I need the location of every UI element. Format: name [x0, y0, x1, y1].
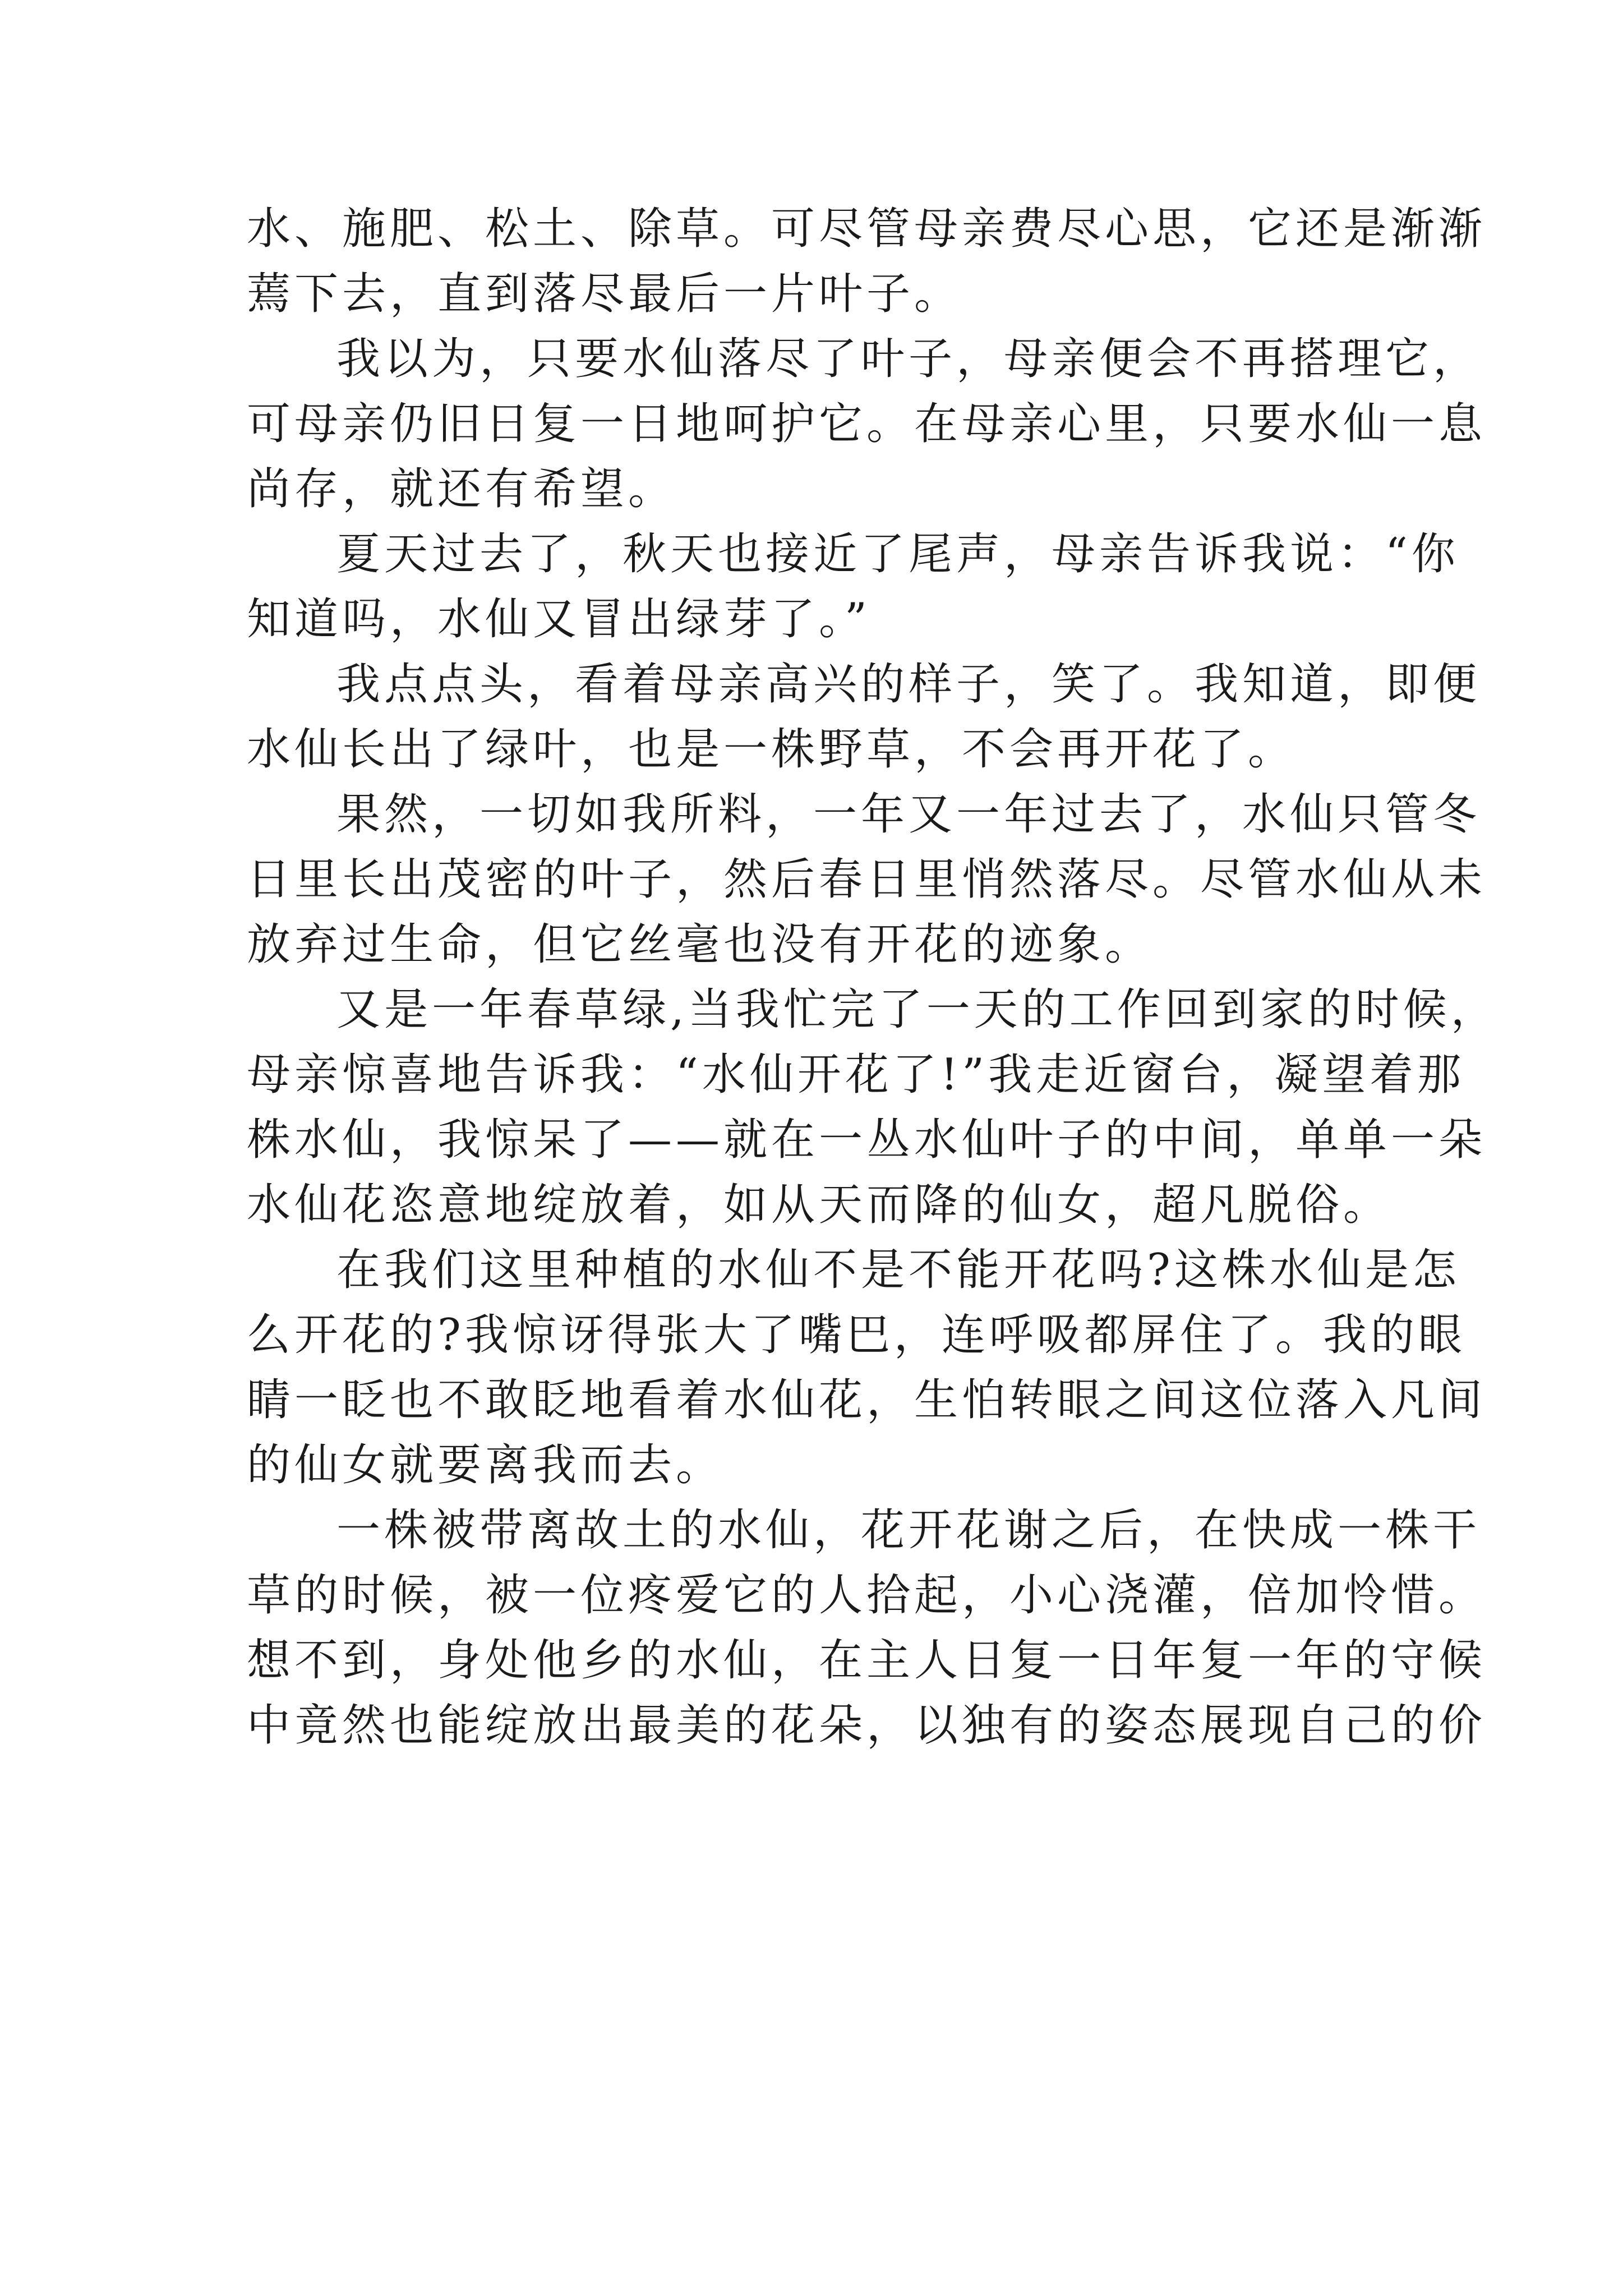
- text-line: 母亲惊喜地告诉我：“水仙开花了!”我走近窗台，凝望着那: [247, 1050, 1465, 1100]
- text-line: 放弃过生命，但它丝毫也没有开花的迹象。: [247, 919, 1153, 970]
- text-line: 中竟然也能绽放出最美的花朵，以独有的姿态展现自己的价: [247, 1700, 1487, 1751]
- text-line: 日里长出茂密的叶子，然后春日里悄然落尽。尽管水仙从未: [247, 854, 1487, 905]
- text-line: 蔫下去，直到落尽最后一片叶子。: [247, 269, 962, 319]
- text-line: 草的时候，被一位疼爱它的人拾起，小心浇灌，倍加怜惜。: [247, 1570, 1487, 1621]
- text-line: 尚存，就还有希望。: [247, 464, 676, 514]
- text-line: 可母亲仍旧日复一日地呵护它。在母亲心里，只要水仙一息: [247, 399, 1487, 449]
- text-line: 知道吗，水仙又冒出绿芽了。”: [247, 594, 871, 645]
- text-line: 想不到，身处他乡的水仙，在主人日复一日年复一年的守候: [247, 1635, 1487, 1686]
- text-line: 果然，一切如我所料，一年又一年过去了，水仙只管冬: [336, 789, 1481, 840]
- text-line: 我以为，只要水仙落尽了叶子，母亲便会不再搭理它，: [336, 334, 1481, 384]
- text-line: 睛一眨也不敢眨地看着水仙花，生怕转眼之间这位落入凡间: [247, 1375, 1487, 1425]
- body-text: [247, 196, 1498, 1758]
- text-line: 么开花的?我惊讶得张大了嘴巴，连呼吸都屏住了。我的眼: [247, 1310, 1466, 1360]
- text-line: 的仙女就要离我而去。: [247, 1440, 724, 1490]
- text-line: 我点点头，看着母亲高兴的样子，笑了。我知道，即便: [336, 659, 1481, 710]
- text-line: 水仙花恣意地绽放着，如从天而降的仙女，超凡脱俗。: [247, 1180, 1391, 1230]
- text-line: 在我们这里种植的水仙不是不能开花吗?这株水仙是怎: [336, 1245, 1460, 1295]
- text-line: 夏天过去了，秋天也接近了尾声，母亲告诉我说：“你: [336, 529, 1459, 579]
- text-line: 水仙长出了绿叶，也是一株野草，不会再开花了。: [247, 724, 1296, 775]
- text-line: 株水仙，我惊呆了——就在一丛水仙叶子的中间，单单一朵: [247, 1115, 1487, 1165]
- text-line: 水、施肥、松土、除草。可尽管母亲费尽心思，它还是渐渐: [247, 204, 1487, 254]
- text-line: 一株被带离故土的水仙，花开花谢之后，在快成一株干: [336, 1505, 1481, 1556]
- text-line: 又是一年春草绿,当我忙完了一天的工作回到家的时候，: [336, 984, 1498, 1035]
